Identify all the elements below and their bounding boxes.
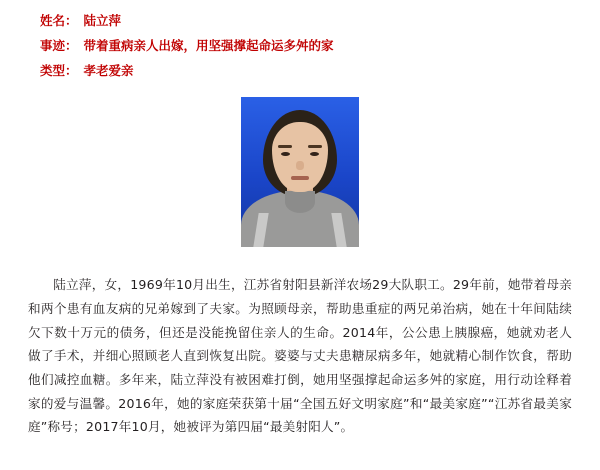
article-body [28,273,572,439]
meta-value-category: 孝老爱亲 [83,62,134,78]
portrait-mouth [291,176,309,180]
portrait-container [28,97,572,247]
meta-label-deed: 事迹： [40,37,78,53]
meta-row-name [40,14,572,28]
portrait-eyebrow-right [308,145,322,148]
profile-meta [40,14,572,77]
meta-row-deed [40,39,572,53]
meta-row-category [40,64,572,78]
meta-value-name: 陆立萍 [83,13,122,28]
meta-value-deed: 带着重病亲人出嫁，用坚强撑起命运多舛的家 [83,37,334,53]
portrait-eyebrow-left [278,145,292,148]
meta-label-category: 类型： [40,62,78,78]
portrait-nose [296,161,304,170]
meta-label-name: 姓名： [40,13,78,28]
portrait-photo [241,97,359,247]
article-paragraph: 陆立萍，女，1969年10月出生，江苏省射阳县新洋农场29大队职工。29年前，她带着母亲和两个患有血友病的兄弟嫁到了夫家。为照顾母亲，帮助患重症的两兄弟治病，她在十年间陆续欠下数十万元的债务，但还是没能挽留住亲人的生命。2014年，公公患上胰腺癌，她就劝老人做了手术，并细心照顾老人直到恢复出院。婆婆与丈夫患糖尿病多年，她就精心制作饮食，帮助他们减控血糖。多年来，陆立萍没有被困难打倒，她用坚强撑起命运多舛的家庭，用行动诠释着家的爱与温馨。2016年，她的家庭荣获第十届“全国五好文明家庭”和“最美家庭”“江苏省最美家庭”称号；2017年10月，她被评为第四届“最美射阳人”。 [28,277,572,435]
